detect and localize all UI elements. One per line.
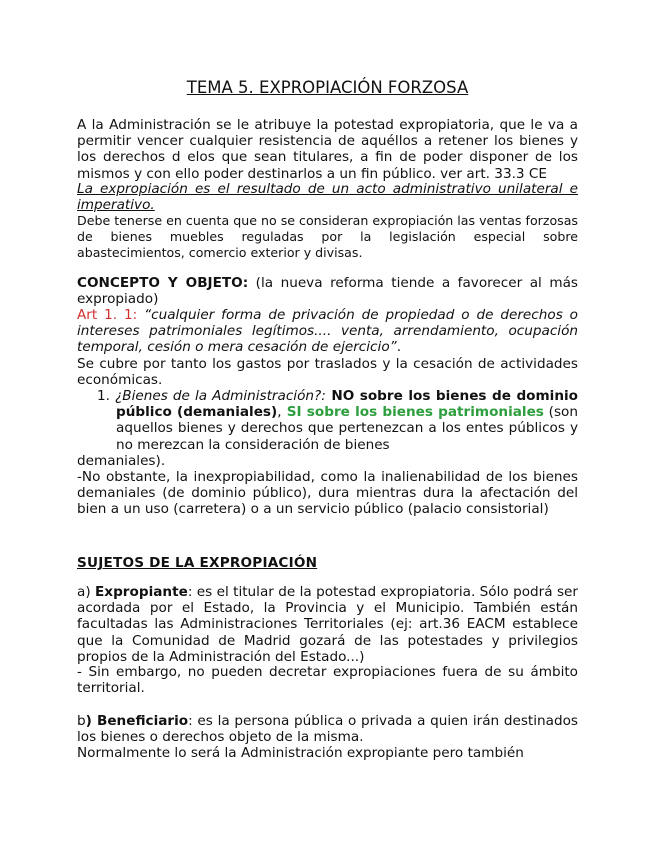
concepto-heading-line	[77, 275, 578, 307]
expropiante-text: : es el titular de la potestad expropiatoria. Sólo podrá ser acordada por el Estado, la Provincia y el Municipio. También están facultadas las Administraciones Territoriales (ej: art.36 EACM establece que la Comunidad de Madrid gozará de las potestades y privilegios propios de la Administración del Estado...)	[77, 584, 578, 665]
list-number: 1.	[97, 388, 110, 404]
no-demaniales: NO sobre los bienes de dominio público (demaniales)	[116, 388, 579, 421]
costs-paragraph: Se cubre por tanto los gastos por traslados y la cesación de actividades económicas.	[77, 356, 578, 389]
beneficiario-label: ) Beneficiario	[85, 713, 189, 729]
list-comma: ,	[277, 404, 282, 421]
intro-paragraph: A la Administración se le atribuye la potestad expropiatoria, que le va a permitir vencer cualquier resistencia de aquéllos a retener los bienes y los derechos d elos que sean titulares, a fin de poder disponer de los mismos y con ello poder destinarlos a un fin público. ver art. 33.3 CE	[77, 117, 578, 182]
art-quote-text: “cualquier forma de privación de propiedad o de derechos o intereses patrimoniales legítimos.... venta, arrendamiento, ocupación temporal, cesión o mera cesación de ejercicio”	[77, 307, 578, 356]
beneficiario-note: Normalmente lo será la Administración expropiante pero también	[77, 745, 524, 761]
beneficiario-text: : es la persona pública o privada a quien irán destinados los bienes o derechos objeto de la misma.	[77, 713, 579, 746]
art-reference: Art 1. 1:	[77, 307, 138, 323]
bienes-list	[77, 388, 578, 469]
beneficiario-paragraph	[77, 713, 578, 745]
art-quote-end: .	[396, 339, 402, 356]
si-patrimoniales-note: (son aquellos bienes y derechos que pertenezcan a los entes públicos y no merezcan la consideración de bienes	[116, 404, 578, 453]
sujetos-heading: SUJETOS DE LA EXPROPIACIÓN	[77, 555, 318, 571]
art-quote	[77, 307, 578, 356]
concepto-heading-note: (la nueva reforma tiende a favorecer al más expropiado)	[77, 275, 578, 308]
intro-definition: La expropiación es el resultado de un acto administrativo unilateral e imperativo.	[77, 181, 578, 214]
concepto-heading: CONCEPTO Y OBJETO:	[77, 275, 249, 291]
list-item-tail: demaniales).	[77, 452, 166, 469]
expropiante-prefix: a)	[77, 584, 96, 600]
si-patrimoniales: SI sobre los bienes patrimoniales	[281, 404, 544, 421]
list-item	[77, 388, 578, 453]
expropiante-paragraph	[77, 584, 578, 665]
expropiante-label: Expropiante	[95, 584, 188, 600]
expropiante-note: - Sin embargo, no pueden decretar expropiaciones fuera de su ámbito territorial.	[77, 664, 578, 697]
intro-note: Debe tenerse en cuenta que no se consideran expropiación las ventas forzosas de bienes muebles reguladas por la legislación especial sobre abastecimientos, comercio exterior y divisas.	[77, 213, 578, 261]
page-title: TEMA 5. EXPROPIACIÓN FORZOSA	[186, 78, 469, 97]
bienes-question: ¿Bienes de la Administración?:	[115, 388, 326, 404]
inexpropiabilidad-note: -No obstante, la inexpropiabilidad, como la inalienabilidad de los bienes demaniales (de dominio público), dura mientras dura la afectación del bien a un uso (carretera) o a un servicio público (palacio consistorial)	[77, 469, 578, 518]
beneficiario-prefix: b	[77, 713, 86, 729]
